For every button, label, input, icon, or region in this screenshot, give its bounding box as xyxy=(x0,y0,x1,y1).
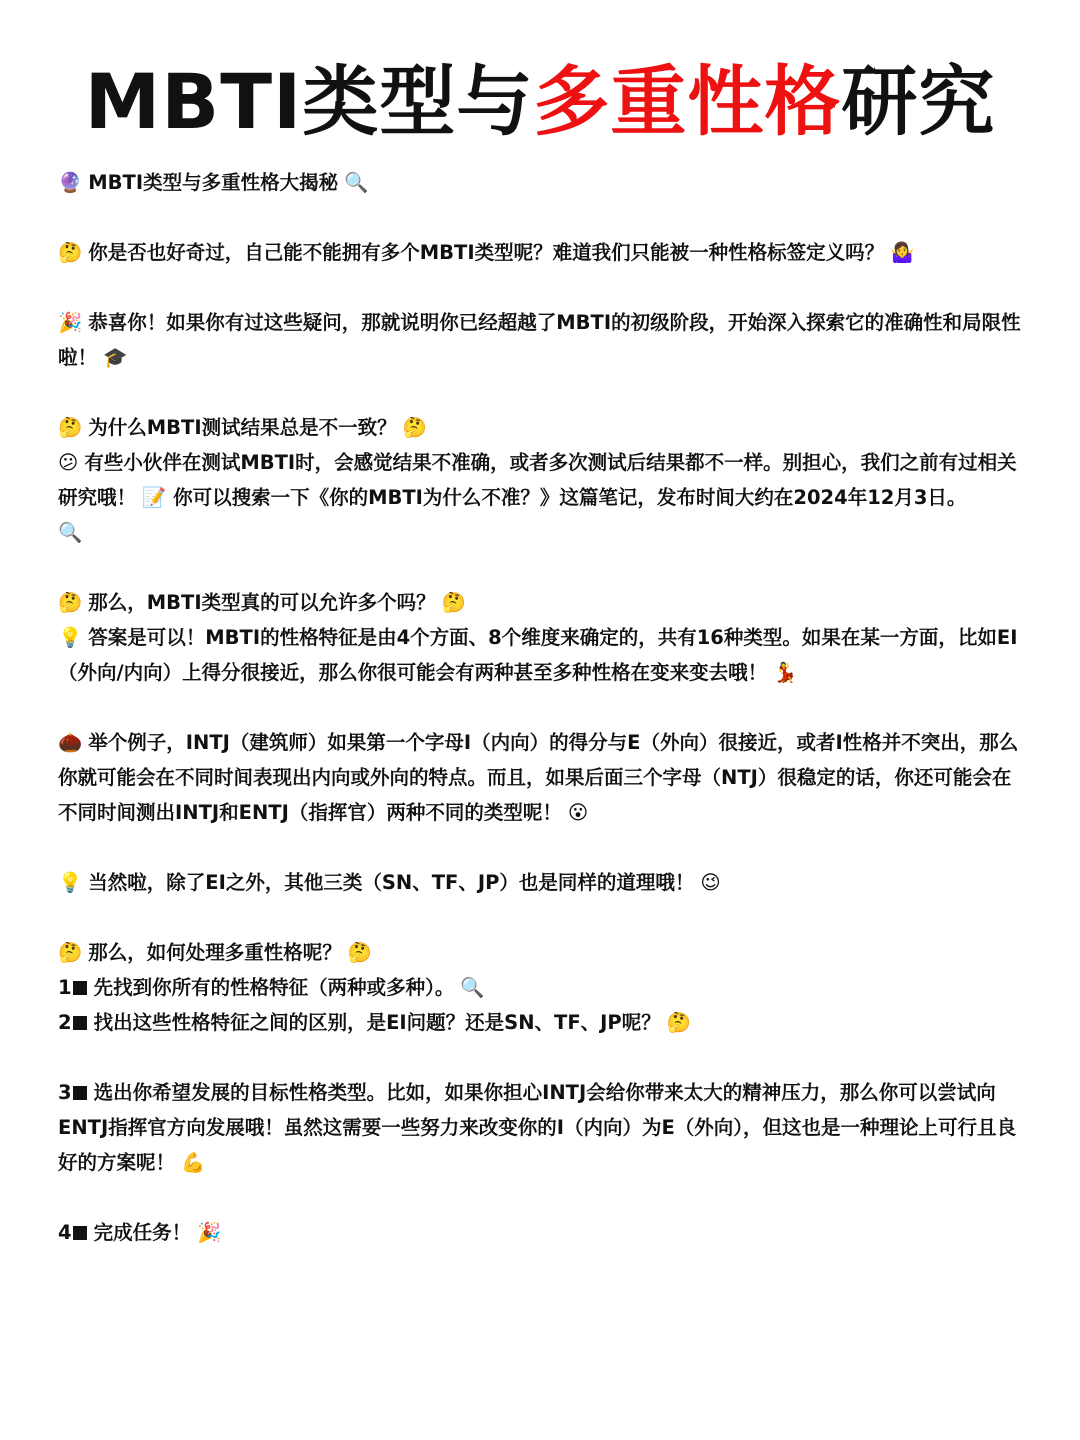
graduation-cap-icon: 🎓 xyxy=(103,346,128,369)
step-1 xyxy=(58,970,1028,1005)
howto-heading-text: 那么，如何处理多重性格呢？ xyxy=(88,941,342,964)
flexed-biceps-icon: 💪 xyxy=(181,1151,206,1174)
example-text: 举个例子，INTJ（建筑师）如果第一个字母I（内向）的得分与E（外向）很接近，或者I性格并不突出，那么你就可能会在不同时间表现出内向或外向的特点。而且，如果后面三个字母（NTJ）很稳定的话，你还可能会在不同时间测出INTJ和ENTJ（指挥官）两种不同的类型呢！ xyxy=(58,731,1019,824)
step-text: 先找到你所有的性格特征（两种或多种）。 xyxy=(93,976,455,999)
others-paragraph xyxy=(58,865,1028,900)
crystal-ball-icon: 🔮 xyxy=(58,171,83,194)
dancer-icon: 💃 xyxy=(773,661,798,684)
magnifier-icon: 🔍 xyxy=(58,521,83,544)
congrats-text: 恭喜你！如果你有过这些疑问，那就说明你已经超越了MBTI的初级阶段，开始深入探索它的准确性和局限性啦！ xyxy=(58,311,1021,369)
step-number: 1 xyxy=(58,976,72,999)
magnifier-icon: 🔍 xyxy=(344,171,369,194)
why-paragraph xyxy=(58,445,1028,550)
multiple-heading xyxy=(58,585,1028,620)
why-heading xyxy=(58,410,1028,445)
title-part-1: MBTI类型与 xyxy=(84,57,534,146)
memo-icon: 📝 xyxy=(142,486,167,509)
step-4 xyxy=(58,1215,1028,1250)
step-3 xyxy=(58,1075,1028,1180)
light-bulb-icon: 💡 xyxy=(58,871,83,894)
title-part-2: 研究 xyxy=(841,57,996,146)
why-text: 有些小伙伴在测试MBTI时，会感觉结果不准确，或者多次测试后结果都不一样。别担心，我们之前有过相关研究哦！ xyxy=(58,451,1017,509)
thinking-face-icon: 🤔 xyxy=(441,591,466,614)
howto-heading xyxy=(58,935,1028,970)
why-text-2: 你可以搜索一下《你的MBTI为什么不准？》这篇笔记，发布时间大约在2024年12月3日。 xyxy=(173,486,967,509)
shrug-icon: 🤷‍♀ xyxy=(890,241,915,264)
keycap-box-icon xyxy=(73,1016,87,1030)
article-body xyxy=(58,165,1028,1250)
step-text: 找出这些性格特征之间的区别，是EI问题？还是SN、TF、JP呢？ xyxy=(93,1011,661,1034)
others-text: 当然啦，除了EI之外，其他三类（SN、TF、JP）也是同样的道理哦！ xyxy=(88,871,695,894)
keycap-box-icon xyxy=(73,1226,87,1240)
why-heading-text: 为什么MBTI测试结果总是不一致？ xyxy=(88,416,397,439)
headline-text: MBTI类型与多重性格大揭秘 xyxy=(88,171,339,194)
example-paragraph xyxy=(58,725,1028,830)
step-text: 完成任务！ xyxy=(93,1221,192,1244)
keycap-box-icon xyxy=(73,1086,87,1100)
wink-face-icon: 😉 xyxy=(700,871,721,894)
thinking-face-icon: 🤔 xyxy=(347,941,373,964)
multiple-heading-text: 那么，MBTI类型真的可以允许多个吗？ xyxy=(88,591,436,614)
magnifier-icon: 🔍 xyxy=(460,976,485,999)
party-popper-icon: 🎉 xyxy=(197,1221,222,1244)
chestnut-icon: 🌰 xyxy=(58,731,83,754)
step-number: 2 xyxy=(58,1011,72,1034)
thinking-face-icon: 🤔 xyxy=(402,416,427,439)
congrats-paragraph xyxy=(58,305,1028,375)
thinking-face-icon: 🤔 xyxy=(58,591,83,614)
surprised-face-icon: 😮 xyxy=(567,801,589,824)
step-text: 选出你希望发展的目标性格类型。比如，如果你担心INTJ会给你带来太大的精神压力，那么你可以尝试向ENTJ指挥官方向发展哦！虽然这需要一些努力来改变你的I（内向）为E（外向），但这也是一种理论上可行且良好的方案呢！ xyxy=(58,1081,1017,1174)
question-paragraph xyxy=(58,235,1028,270)
answer-paragraph xyxy=(58,620,1028,690)
confused-face-icon: 😕 xyxy=(58,451,79,474)
answer-text: 答案是可以！MBTI的性格特征是由4个方面、8个维度来确定的，共有16种类型。如果在某一方面，比如EI（外向/内向）上得分很接近，那么你很可能会有两种甚至多种性格在变来变去哦！ xyxy=(58,626,1018,684)
thinking-face-icon: 🤔 xyxy=(58,241,83,264)
thinking-face-icon: 🤔 xyxy=(58,416,83,439)
page-title xyxy=(0,52,1080,152)
keycap-box-icon xyxy=(73,981,87,995)
light-bulb-icon: 💡 xyxy=(58,626,83,649)
step-number: 4 xyxy=(58,1221,72,1244)
title-highlight: 多重性格 xyxy=(533,57,842,146)
headline-line xyxy=(58,165,1028,200)
thinking-face-icon: 🤔 xyxy=(58,941,83,964)
party-popper-icon: 🎉 xyxy=(58,311,83,334)
thinking-face-icon: 🤔 xyxy=(666,1011,691,1034)
step-number: 3 xyxy=(58,1081,72,1104)
question-text: 你是否也好奇过，自己能不能拥有多个MBTI类型呢？难道我们只能被一种性格标签定义吗？ xyxy=(88,241,885,264)
step-2 xyxy=(58,1005,1028,1040)
